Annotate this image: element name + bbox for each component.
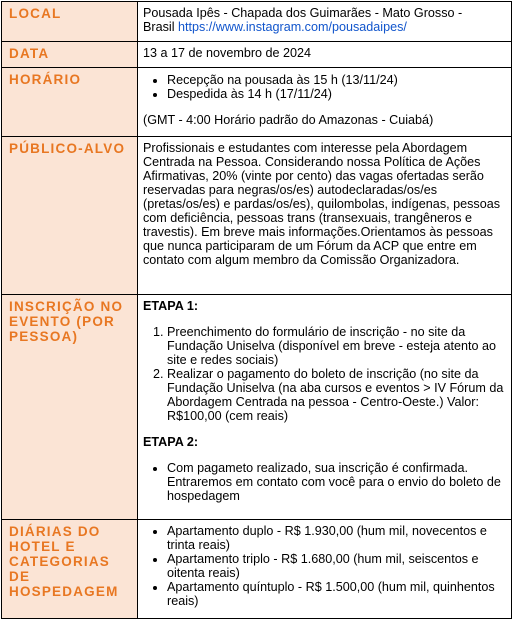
etapa1-heading: ETAPA 1: (143, 299, 199, 313)
diarias-list (143, 524, 505, 608)
value-inscricao (138, 295, 512, 520)
local-address: Pousada Ipês - Chapada dos Guimarães - Mato Grosso - (143, 6, 463, 20)
row-inscricao (2, 295, 512, 520)
row-local (2, 2, 512, 42)
value-data: 13 a 17 de novembro de 2024 (138, 42, 512, 68)
value-publico: Profissionais e estudantes com interesse pela Abordagem Centrada na Pessoa. Considerando nossa Política de Ações Afirmativas, 20% (vinte por cento) das vagas ofertadas serão reservadas para negras/os/es) autodeclaradas/os/es (pretas/os/es) e pardas/os/es), quilombolas, indígenas, pessoas com deficiência, pessoas trans (transexuais, trangêneros e travestis). Em breve mais informações.Orientamos às pessoas que nunca participaram de um Fórum da ACP que entre em contato com algum membro da Comissão Organizadora. (138, 137, 512, 295)
row-diarias (2, 520, 512, 619)
label-diarias: DIÁRIAS DO HOTEL E CATEGORIAS DE HOSPEDAGEM (2, 520, 138, 619)
label-horario: HORÁRIO (2, 68, 138, 137)
value-horario (138, 68, 512, 137)
label-data: DATA (2, 42, 138, 68)
etapa1-step: 2. Realizar o pagamento do boleto de inscrição (no site da Fundação Uniselva (na aba cursos e eventos > IV Fórum da Abordagem Centrada na pessoa - Centro-Oeste.) Valor: R$100,00 (cem reais) (167, 367, 505, 423)
label-inscricao: INSCRIÇÃO NO EVENTO (POR PESSOA) (2, 295, 138, 520)
value-diarias (138, 520, 512, 619)
value-local (138, 2, 512, 42)
etapa1-steps (143, 325, 505, 423)
etapa2-list (143, 461, 505, 503)
instagram-link[interactable]: https://www.instagram.com/pousadaipes/ (178, 20, 407, 34)
label-local: LOCAL (2, 2, 138, 42)
label-publico: PÚBLICO-ALVO (2, 137, 138, 295)
row-publico (2, 137, 512, 295)
etapa1-step: 1. Preenchimento do formulário de inscrição - no site da Fundação Uniselva (disponível em breve - esteja atento ao site e redes sociais) (167, 325, 505, 367)
horario-item: • Despedida às 14 h (17/11/24) (167, 87, 505, 101)
horario-item: • Recepção na pousada às 15 h (13/11/24) (167, 73, 505, 87)
row-data (2, 42, 512, 68)
etapa2-item: • Com pagameto realizado, sua inscrição é confirmada. Entraremos em contato com você para o envio do boleto de hospedagem (167, 461, 505, 503)
event-info-table (1, 1, 512, 619)
local-country: Brasil (143, 20, 178, 34)
horario-timezone: (GMT - 4:00 Horário padrão do Amazonas - Cuiabá) (143, 113, 434, 127)
diarias-item: • Apartamento triplo - R$ 1.680,00 (hum mil, seiscentos e oitenta reais) (167, 552, 505, 580)
etapa2-heading: ETAPA 2: (143, 435, 199, 449)
row-horario (2, 68, 512, 137)
diarias-item: • Apartamento quíntuplo - R$ 1.500,00 (hum mil, quinhentos reais) (167, 580, 505, 608)
horario-list (143, 72, 505, 101)
diarias-item: • Apartamento duplo - R$ 1.930,00 (hum mil, novecentos e trinta reais) (167, 524, 505, 552)
